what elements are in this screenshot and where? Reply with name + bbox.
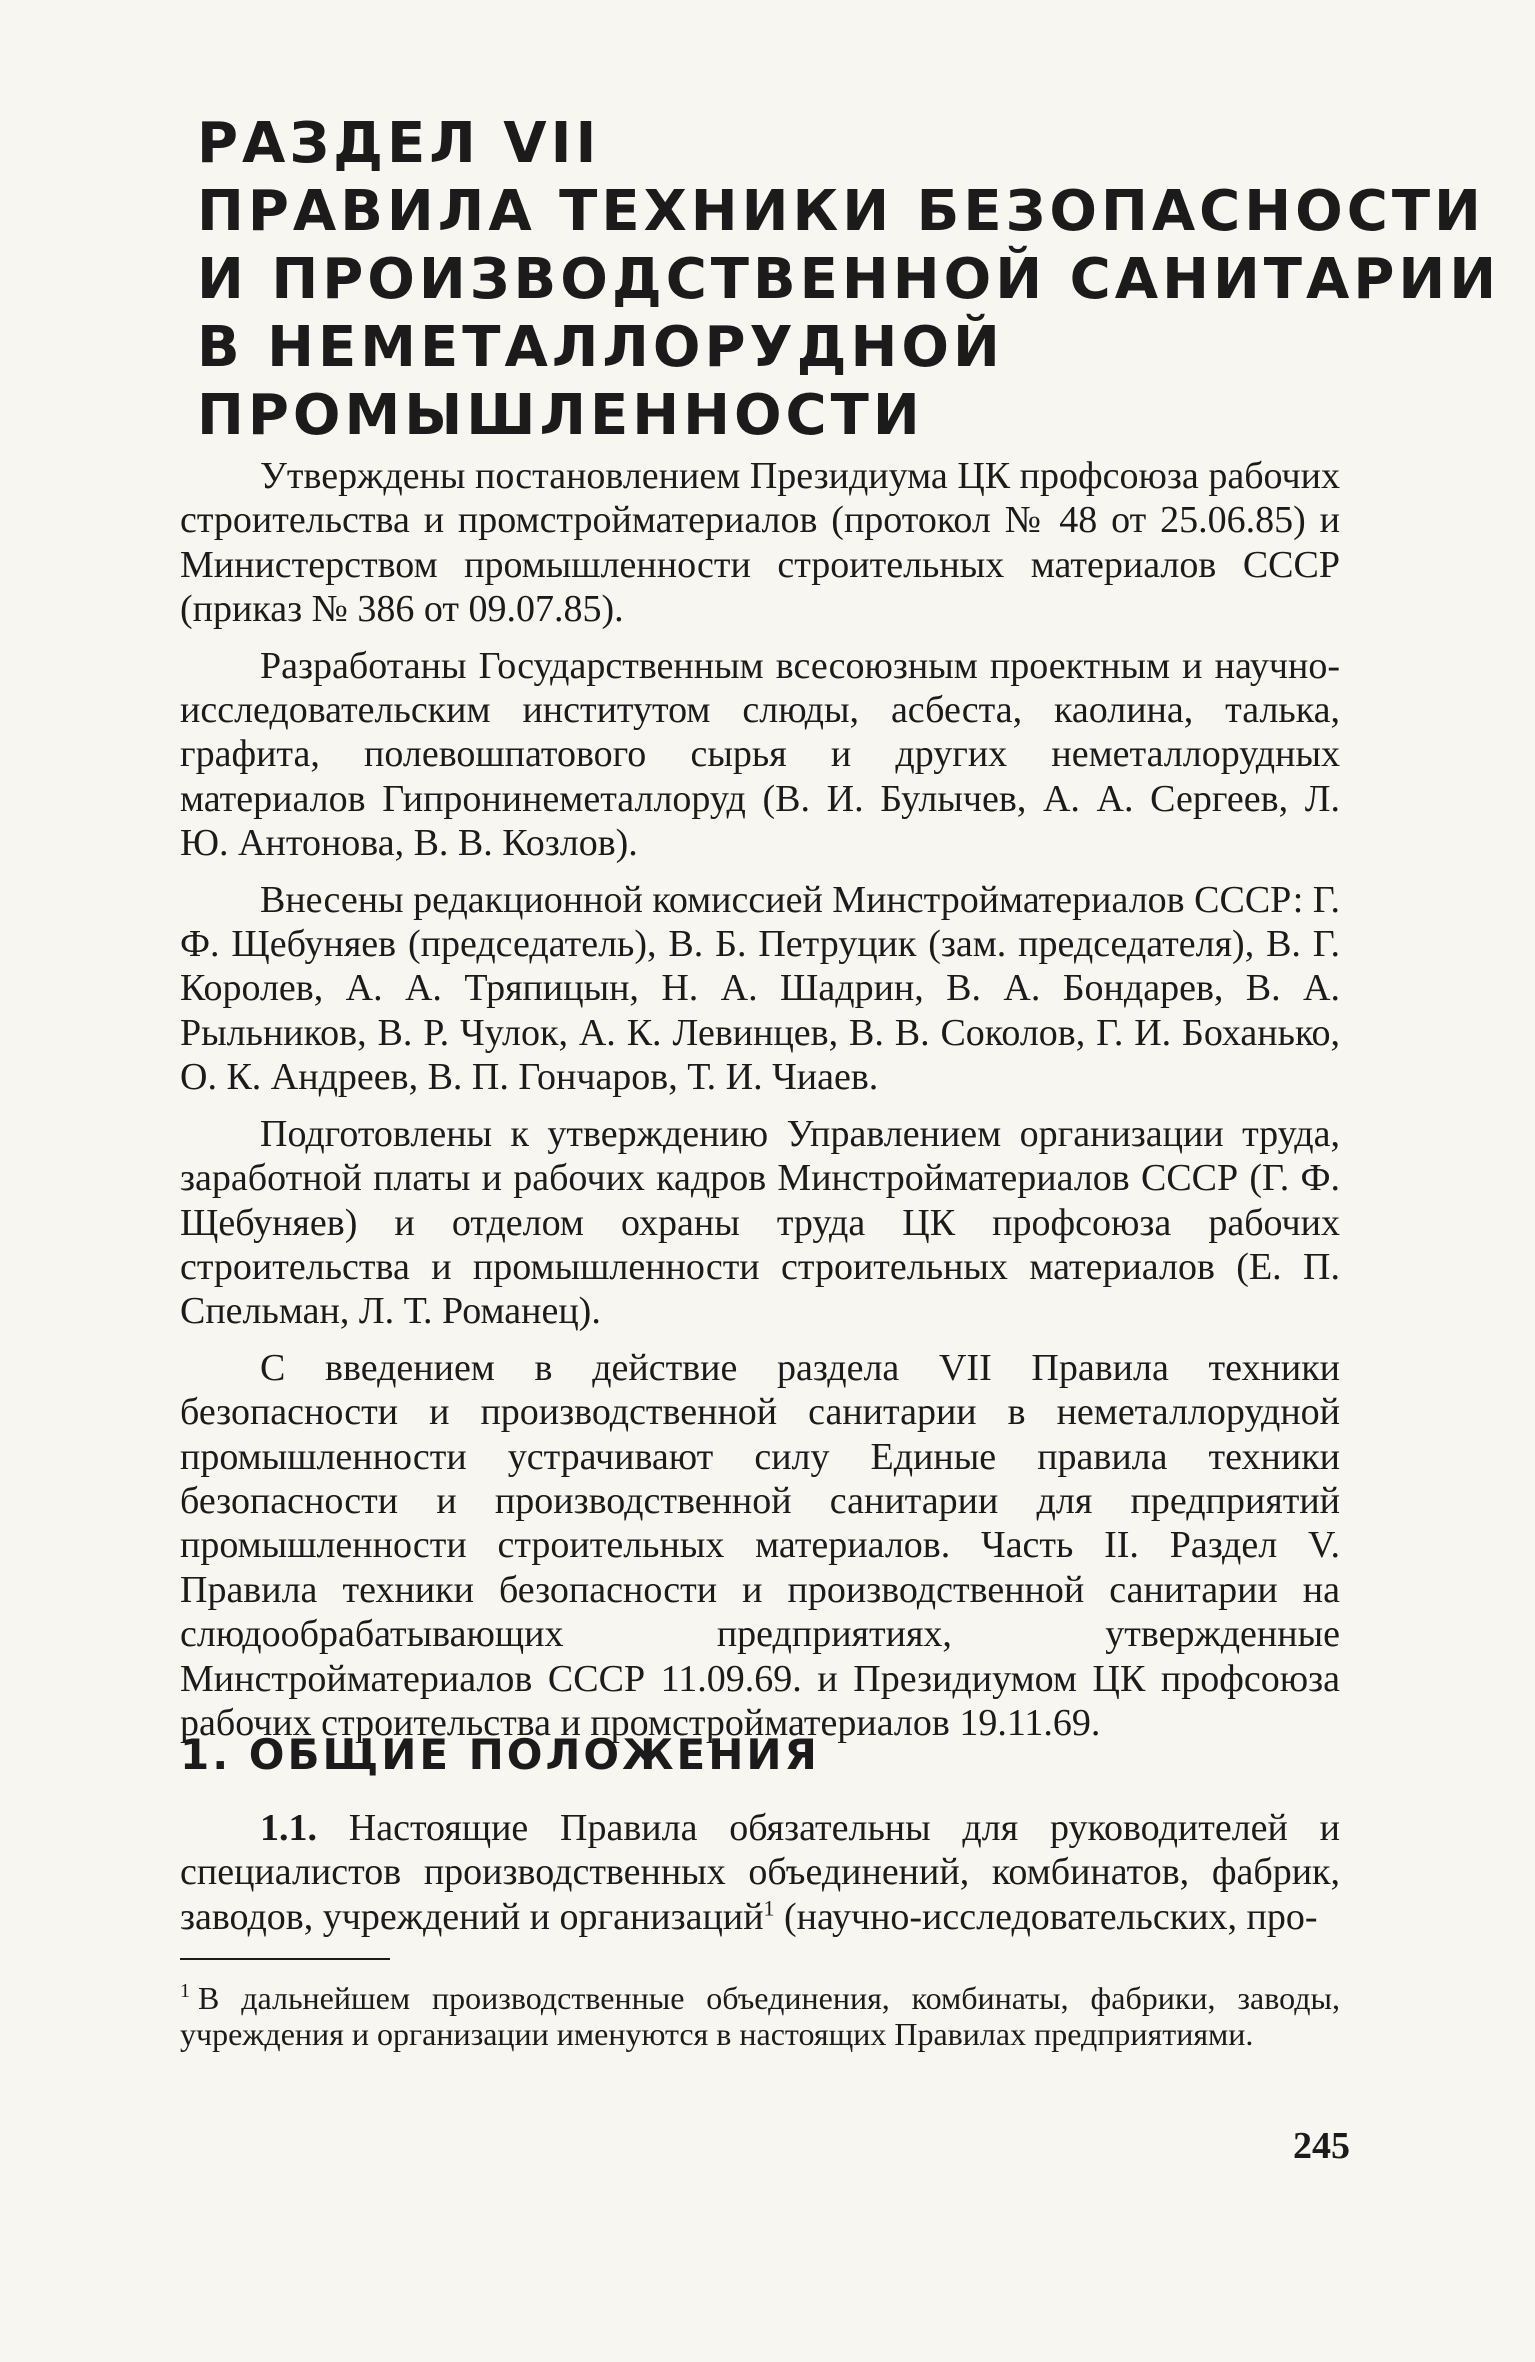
footnote (180, 1980, 1340, 2052)
intro-text (180, 454, 1340, 1757)
footnote-marker: 1 (180, 1980, 190, 2003)
section-heading-line: РАЗДЕЛ VII (197, 111, 601, 176)
supersession-paragraph: С введением в действие раздела VII Правила техники безопасности и производственной санитарии в неметаллорудной промышленности устрачивают силу Единые правила техники безопасности и производственной санитарии для предприятий промышленности строительных материалов. Часть II. Раздел V. Правила техники безопасности и производственной санитарии на слюдообрабатывающих предприятиях, утвержденные Минстройматериалов СССР 11.09.69. и Президиумом ЦК профсоюза рабочих строительства и промстройматериалов 19.11.69. (180, 1346, 1340, 1744)
clause-text: Настоящие Правила обязательны для руководителей и специалистов производственных объединений, комбинатов, фабрик, заводов, учреждений и организаций (180, 1807, 1340, 1938)
section-heading (197, 110, 1501, 450)
clause-text-tail: (научно-исследовательских, про- (774, 1895, 1318, 1938)
commission-paragraph: Внесены редакционной комиссией Минстройматериалов СССР: Г. Ф. Щебуняев (председатель), В. Б. Петруцик (зам. председателя), В. Г. Королев, А. А. Тряпицын, Н. А. Шадрин, В. А. Бондарев, В. А. Рыльников, В. Р. Чулок, А. К. Левинцев, В. В. Соколов, Г. И. Боханько, О. К. Андреев, В. П. Гончаров, Т. И. Чиаев. (180, 878, 1340, 1099)
section-heading-line: ПРОМЫШЛЕННОСТИ (197, 383, 924, 448)
preparation-paragraph: Подготовлены к утверждению Управлением организации труда, заработной платы и рабочих кадров Минстройматериалов СССР (Г. Ф. Щебуняев) и отделом охраны труда ЦК профсоюза рабочих строительства и промышленности строительных материалов (Е. П. Спельман, Л. Т. Романец). (180, 1112, 1340, 1333)
footnote-reference: 1 (763, 1895, 775, 1921)
clause-1-1 (180, 1806, 1340, 1939)
footnote-text: В дальнейшем производственные объединения, комбинаты, фабрики, заводы, учреждения и организации именуются в настоящих Правилах предприятиями. (180, 1980, 1340, 2052)
page-number: 245 (1293, 2125, 1350, 2167)
developers-paragraph: Разработаны Государственным всесоюзным проектным и научно-исследовательским институтом слюды, асбеста, каолина, талька, графита, полевошпатового сырья и других неметаллорудных материалов Гипронинеметаллоруд (В. И. Булычев, А. А. Сергеев, Л. Ю. Антонова, В. В. Козлов). (180, 644, 1340, 865)
clause-number: 1.1. (260, 1807, 317, 1849)
chapter-title: 1. ОБЩИЕ ПОЛОЖЕНИЯ (180, 1730, 820, 1779)
section-heading-line: В НЕМЕТАЛЛОРУДНОЙ (197, 315, 1004, 380)
section-heading-line: И ПРОИЗВОДСТВЕННОЙ САНИТАРИИ (197, 247, 1501, 312)
approval-paragraph: Утверждены постановлением Президиума ЦК профсоюза рабочих строительства и промстройматериалов (протокол № 48 от 25.06.85) и Министерством промышленности строительных материалов СССР (приказ № 386 от 09.07.85). (180, 455, 1340, 631)
section-heading-line: ПРАВИЛА ТЕХНИКИ БЕЗОПАСНОСТИ (197, 179, 1485, 244)
footnote-divider (180, 1958, 390, 1960)
